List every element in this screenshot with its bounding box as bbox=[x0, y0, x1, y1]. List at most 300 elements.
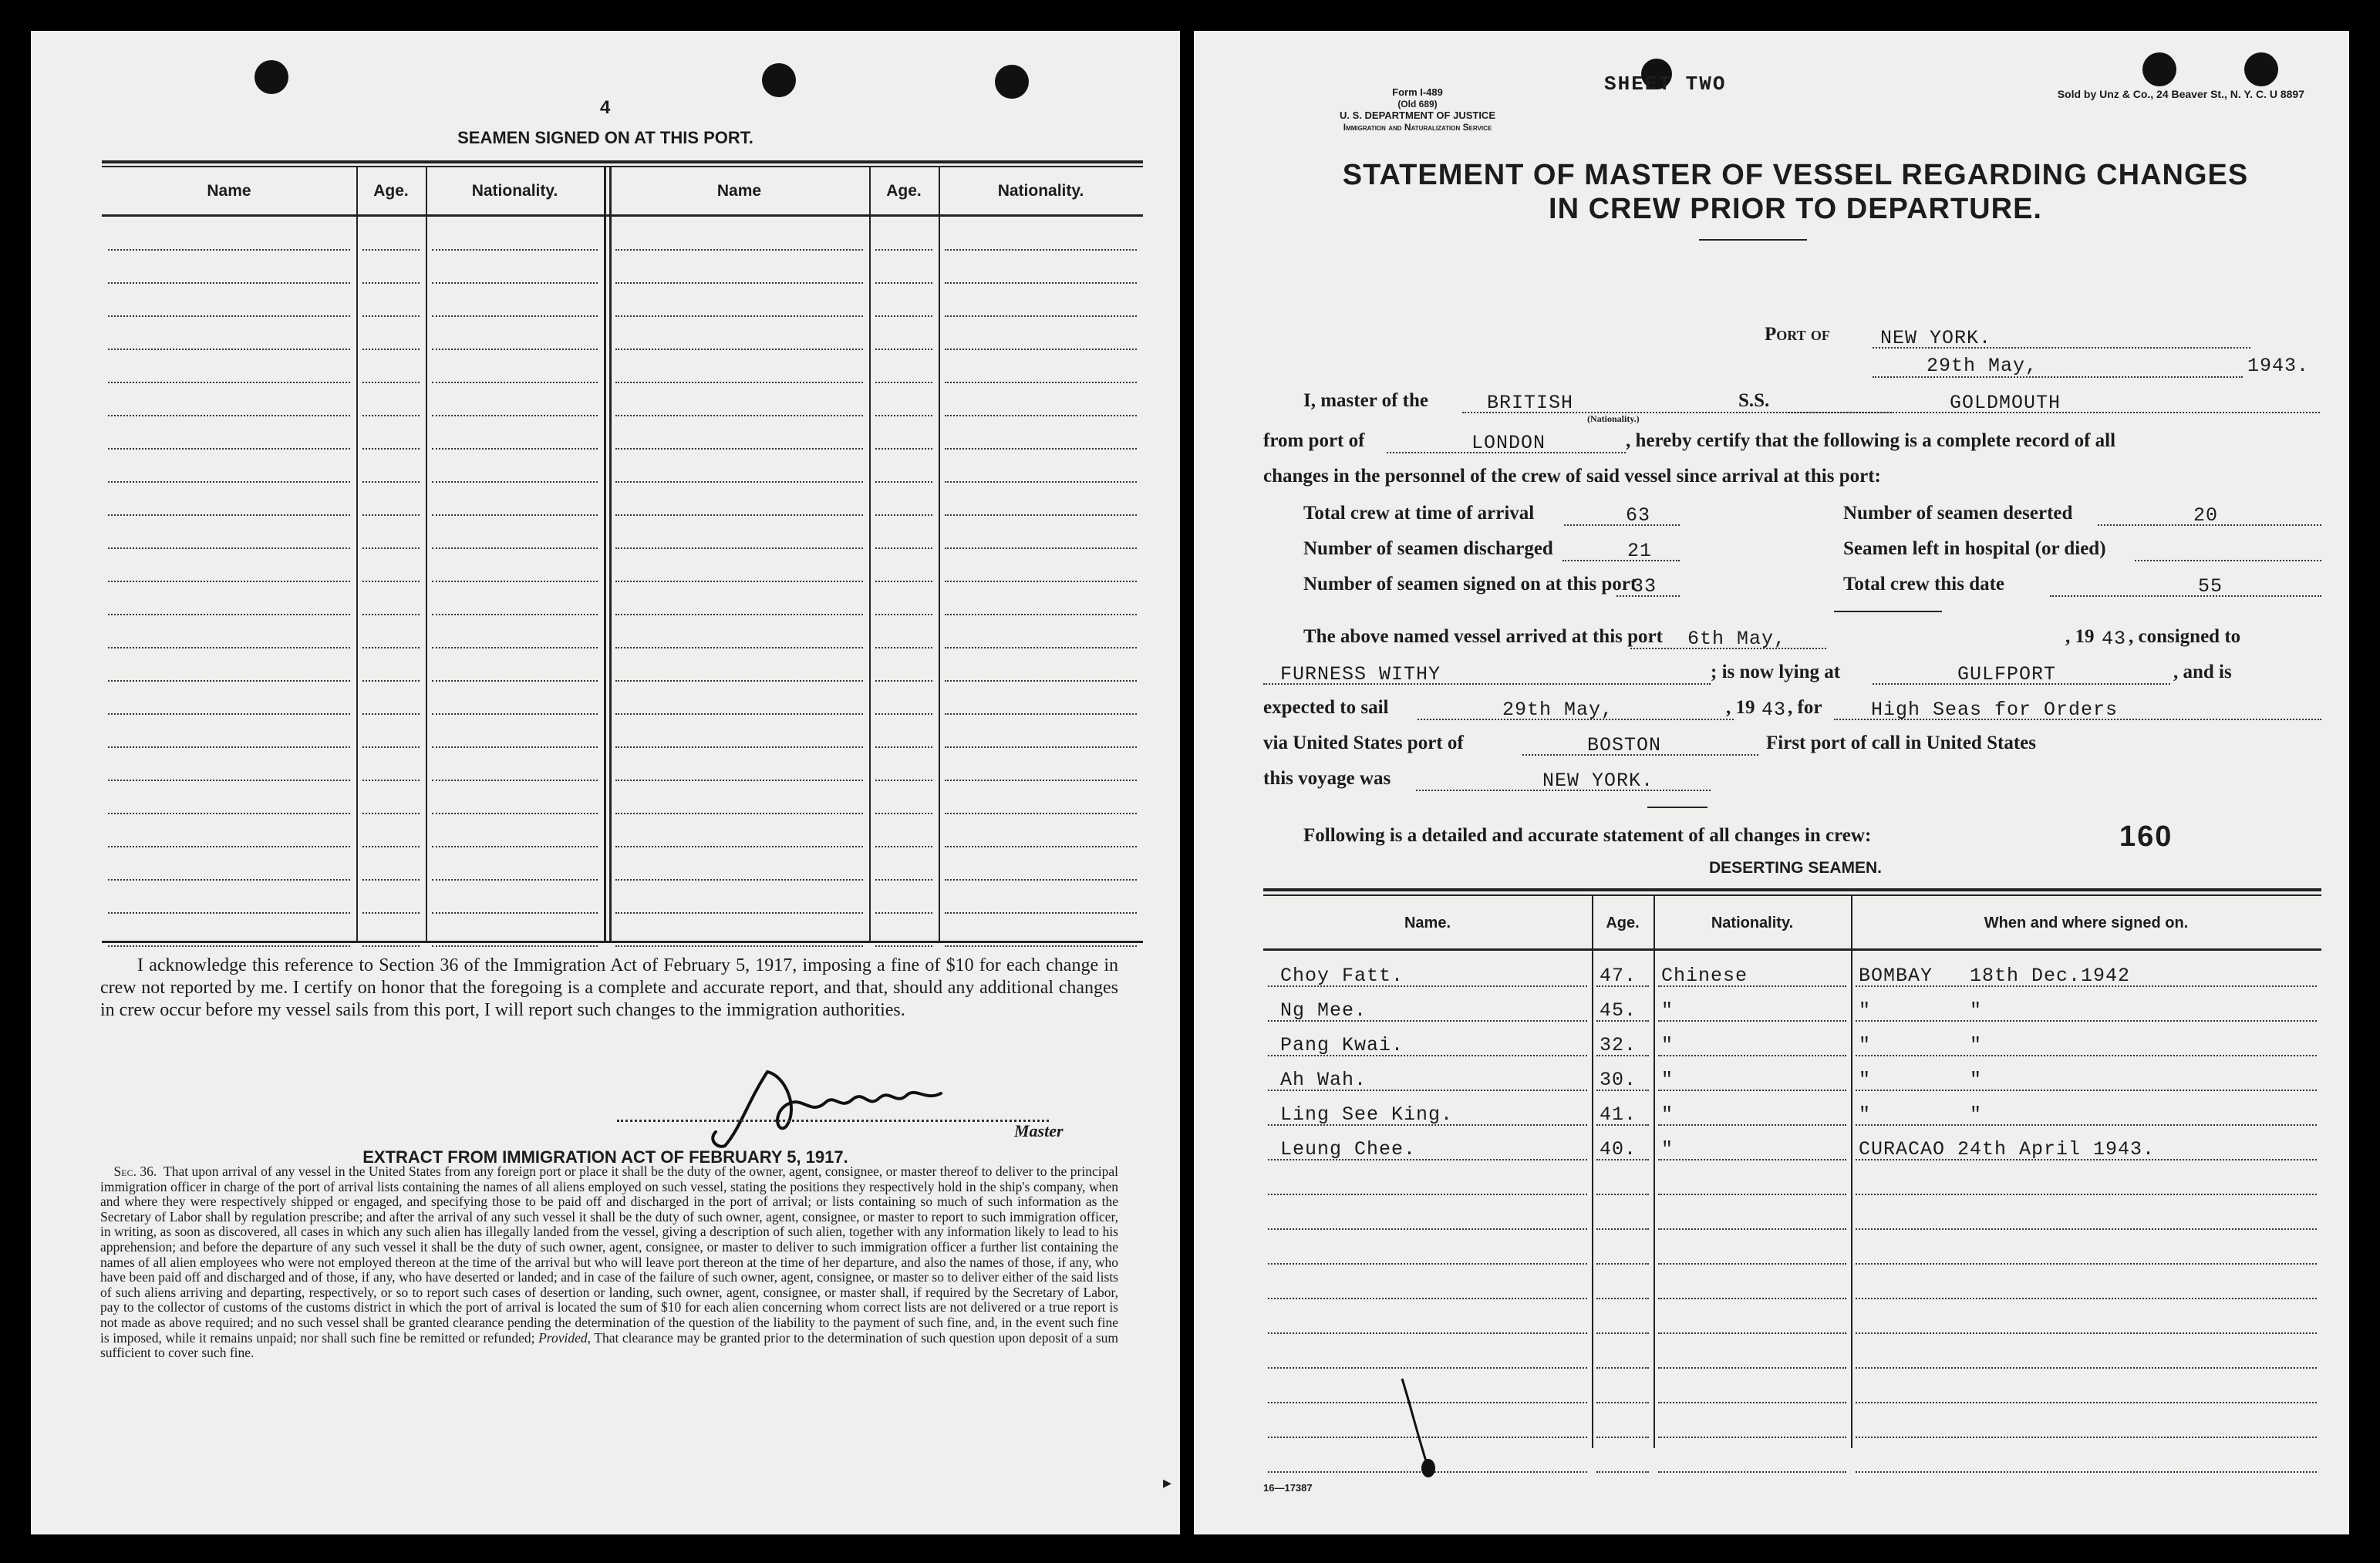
ruled-line bbox=[875, 945, 932, 947]
ruled-line bbox=[945, 315, 1137, 317]
ruled-line bbox=[1658, 1263, 1846, 1265]
column-divider bbox=[604, 166, 606, 941]
sail-year-value: 43 bbox=[1761, 699, 1787, 721]
ruled-line bbox=[615, 879, 863, 881]
ruled-line bbox=[362, 282, 420, 284]
deserted-value: 20 bbox=[2193, 504, 2219, 527]
ruled-line bbox=[615, 912, 863, 914]
ruled-line bbox=[108, 713, 350, 715]
ruled-line bbox=[108, 415, 350, 416]
ruled-line bbox=[1268, 1332, 1587, 1334]
changes-text: changes in the personnel of the crew of said vessel since arrival at this port: bbox=[1263, 466, 1881, 487]
ruled-line bbox=[945, 746, 1137, 748]
left-page bbox=[31, 31, 1180, 1534]
discharged-line bbox=[1563, 560, 1680, 561]
total-arrival-value: 63 bbox=[1626, 504, 1651, 527]
ruled-line bbox=[432, 945, 598, 947]
stamp-number: 160 bbox=[2119, 820, 2173, 853]
ruled-line bbox=[108, 746, 350, 748]
ruled-line bbox=[615, 448, 863, 450]
consignee-value: FURNESS WITHY bbox=[1280, 663, 1441, 685]
column-header-nationality: Nationality. bbox=[1711, 915, 1794, 931]
discharged-label: Number of seamen discharged bbox=[1303, 538, 1553, 559]
total-date-line bbox=[2050, 595, 2321, 597]
extract-title: EXTRACT FROM IMMIGRATION ACT OF FEBRUARY 5, 1917. bbox=[362, 1147, 848, 1167]
master-of-label: I, master of the bbox=[1303, 390, 1428, 411]
ruled-line bbox=[1596, 1263, 1649, 1265]
sec-body: That upon arrival of any vessel in the United States from any foreign port or place it shall be the duty of the owner, agent, consignee, or master thereof to deliver to the principal immigration officer in charge of the port of arrival lists containing the names of all aliens employed on such vessel, stating the positions they respectively hold in the ship's company, when and where they were respectively shipped or engaged, and specifying those to be paid off and discharged in the port of arrival; or lists containing so much of such information as the Secretary of Labor shall by regulation prescribe; and after the arrival of any such vessel it shall be the duty of such owner, agent, consignee, or master to report to such immigration officer, in writing, as soon as discovered, all cases in which any such alien has illegally landed from the vessel, giving a description of such alien, together with any information likely to lead to his apprehension; and before the departure of any such vessel it shall be the duty of such owner, agent, consignee, or master to deliver to such immigration officer a further list containing the names of all alien employees who were not employed thereon at the time of the arrival but who will leave port thereon at the time of her departure, and also the names of those, if any, who have been paid off and discharged and of those, if any, who have deserted or landed; and in case of the failure of such owner, agent, consignee, or master so to deliver either of the said lists of such aliens arriving and departing, respectively, or so to report such cases of desertion or landing, such owner, agent, consignee, or master shall, if required by the Secretary of Labor, pay to the collector of customs of the customs district in which the port of arrival is located the sum of $10 for each alien concerning whom correct lists are not delivered or a true report is not made as above required; and no such vessel shall be granted clearance pending the determination of the question of the liability to the payment of such fine, and, in the event such fine is imposed, while it remains unpaid; nor shall such fine be remitted or refunded; bbox=[100, 1164, 1118, 1346]
column-header-name: Name bbox=[207, 182, 251, 200]
column-header-name: Name. bbox=[1404, 915, 1451, 931]
ruled-line bbox=[1596, 1437, 1649, 1438]
column-divider bbox=[1654, 894, 1655, 1448]
ruled-line bbox=[1596, 1194, 1649, 1195]
ruled-line bbox=[615, 945, 863, 947]
sec-label: Sec. 36. bbox=[113, 1164, 157, 1179]
ruled-line bbox=[432, 879, 598, 881]
ruled-line bbox=[1658, 1020, 1846, 1022]
ruled-line bbox=[615, 647, 863, 648]
ruled-line bbox=[1658, 1437, 1846, 1438]
ruled-line bbox=[945, 945, 1137, 947]
column-header-signed-on: When and where signed on. bbox=[1984, 915, 2189, 931]
ruled-line bbox=[945, 249, 1137, 251]
first-call-value: NEW YORK. bbox=[1542, 770, 1654, 792]
ruled-line bbox=[615, 746, 863, 748]
consigned-label: , consigned to bbox=[2129, 626, 2241, 647]
ruled-line bbox=[615, 680, 863, 682]
ruled-line bbox=[362, 315, 420, 317]
ruled-line bbox=[432, 514, 598, 516]
ruled-line bbox=[1856, 1332, 2317, 1334]
arrived-date-value: 6th May, bbox=[1687, 628, 1787, 650]
ruled-line bbox=[108, 249, 350, 251]
table-top-rule bbox=[102, 160, 1143, 163]
page-number: 4 bbox=[600, 97, 611, 118]
ruled-line bbox=[615, 547, 863, 549]
for-label: , for bbox=[1788, 697, 1822, 718]
ruled-line bbox=[1658, 1332, 1846, 1334]
column-divider bbox=[356, 166, 358, 941]
ruled-line bbox=[1658, 1090, 1846, 1091]
ruled-line bbox=[108, 813, 350, 814]
ruled-line bbox=[1658, 1367, 1846, 1369]
ruled-line bbox=[362, 647, 420, 648]
sail-year-prefix: , 19 bbox=[1726, 697, 1755, 718]
ss-label: S.S. bbox=[1738, 390, 1770, 411]
deserter-nationality: " bbox=[1661, 1138, 1674, 1160]
ruled-line bbox=[615, 713, 863, 715]
ruled-line bbox=[615, 813, 863, 814]
arrived-year-prefix: , 19 bbox=[2065, 626, 2095, 647]
ruled-line bbox=[875, 349, 932, 350]
ruled-line bbox=[108, 945, 350, 947]
ruled-line bbox=[1596, 1332, 1649, 1334]
punch-hole bbox=[255, 60, 288, 94]
total-date-label: Total crew this date bbox=[1843, 574, 2005, 595]
deserter-signed: " " bbox=[1859, 1103, 1983, 1126]
voyage-rule bbox=[1647, 807, 1707, 808]
table-top-rule bbox=[102, 166, 1143, 167]
ruled-line bbox=[108, 912, 350, 914]
ruled-line bbox=[1596, 1228, 1649, 1230]
ruled-line bbox=[432, 780, 598, 781]
ink-mark bbox=[1394, 1373, 1441, 1480]
ruled-line bbox=[1658, 1159, 1846, 1160]
ruled-line bbox=[362, 713, 420, 715]
ruled-line bbox=[945, 282, 1137, 284]
ruled-line bbox=[615, 846, 863, 847]
acknowledgement-body: I acknowledge this reference to Section 36 of the Immigration Act of February 5, 1917, imposing a fine of $10 for each change in crew not reported by me. I certify on honor that the foregoing is a complete and accurate report, and that, should any additional changes in crew occur before my vessel sails from this port, I will report such changes to the immigration authorities. bbox=[100, 955, 1118, 1020]
total-arrival-line bbox=[1564, 524, 1680, 526]
ruled-line bbox=[875, 481, 932, 483]
deserter-age: 45. bbox=[1600, 999, 1637, 1022]
ruled-line bbox=[108, 879, 350, 881]
ruled-line bbox=[432, 249, 598, 251]
form-number: Form I-489 bbox=[1392, 86, 1443, 98]
ruled-line bbox=[432, 746, 598, 748]
ruled-line bbox=[362, 846, 420, 847]
ruled-line bbox=[432, 614, 598, 615]
ruled-line bbox=[1596, 1367, 1649, 1369]
ruled-line bbox=[362, 415, 420, 416]
ruled-line bbox=[875, 846, 932, 847]
via-label: via United States port of bbox=[1263, 733, 1464, 753]
ruled-line bbox=[875, 547, 932, 549]
ruled-line bbox=[615, 415, 863, 416]
ruled-line bbox=[108, 581, 350, 582]
deserter-name: Ah Wah. bbox=[1280, 1069, 1367, 1091]
deserter-nationality: Chinese bbox=[1661, 965, 1748, 987]
ruled-line bbox=[1268, 1194, 1587, 1195]
ship-value: GOLDMOUTH bbox=[1950, 392, 2061, 414]
ruled-line bbox=[108, 846, 350, 847]
form-old-number: (Old 689) bbox=[1397, 99, 1438, 109]
column-header-name: Name bbox=[716, 182, 762, 200]
section-36-text bbox=[100, 1164, 1118, 1361]
ruled-line bbox=[875, 614, 932, 615]
deserter-signed: " " bbox=[1859, 1034, 1983, 1056]
ruled-line bbox=[945, 382, 1137, 383]
ruled-line bbox=[362, 879, 420, 881]
certify-text: , hereby certify that the following is a complete record of all bbox=[1626, 430, 2116, 451]
voyage-label: this voyage was bbox=[1263, 768, 1391, 789]
expected-label: expected to sail bbox=[1263, 697, 1389, 718]
ruled-line bbox=[1856, 1298, 2317, 1299]
margin-mark: ▸ bbox=[1163, 1473, 1172, 1492]
discharged-value: 21 bbox=[1627, 540, 1653, 562]
ruled-line bbox=[1596, 1298, 1649, 1299]
table-top-rule bbox=[1263, 888, 2321, 891]
ruled-line bbox=[1856, 1263, 2317, 1265]
ruled-line bbox=[945, 647, 1137, 648]
ruled-line bbox=[875, 315, 932, 317]
destination-value: High Seas for Orders bbox=[1871, 699, 2119, 721]
ruled-line bbox=[945, 614, 1137, 615]
table-header-rule bbox=[1263, 948, 2321, 951]
deserter-signed: CURACAO 24th April 1943. bbox=[1859, 1138, 2156, 1160]
seller-imprint: Sold by Unz & Co., 24 Beaver St., N. Y. C. U 8897 bbox=[2057, 88, 2304, 100]
ruled-line bbox=[108, 282, 350, 284]
signature-line bbox=[617, 1120, 1049, 1122]
ruled-line bbox=[1268, 1367, 1587, 1369]
ruled-line bbox=[432, 581, 598, 582]
ruled-line bbox=[432, 912, 598, 914]
ruled-line bbox=[108, 780, 350, 781]
deserter-age: 32. bbox=[1600, 1034, 1637, 1056]
ruled-line bbox=[1268, 1228, 1587, 1230]
ruled-line bbox=[875, 448, 932, 450]
ruled-line bbox=[1856, 1367, 2317, 1369]
ruled-line bbox=[875, 680, 932, 682]
punch-hole bbox=[2244, 52, 2278, 86]
master-label: Master bbox=[1014, 1121, 1064, 1140]
column-divider bbox=[939, 166, 940, 941]
ruled-line bbox=[1658, 1055, 1846, 1056]
ruled-line bbox=[1658, 1471, 1846, 1473]
column-header-age: Age. bbox=[373, 182, 409, 200]
signed-on-value: 33 bbox=[1632, 575, 1657, 598]
column-divider bbox=[1592, 894, 1593, 1448]
ruled-line bbox=[432, 713, 598, 715]
ruled-line bbox=[875, 647, 932, 648]
deserter-nationality: " bbox=[1661, 999, 1674, 1022]
sheet-label: SHEET TWO bbox=[1604, 72, 1727, 96]
ruled-line bbox=[945, 680, 1137, 682]
ruled-line bbox=[945, 415, 1137, 416]
ruled-line bbox=[1268, 1298, 1587, 1299]
deserter-name: Pang Kwai. bbox=[1280, 1034, 1404, 1056]
master-signature bbox=[694, 1055, 1003, 1155]
deserter-age: 41. bbox=[1600, 1103, 1637, 1126]
ruled-line bbox=[1856, 1194, 2317, 1195]
ruled-line bbox=[875, 813, 932, 814]
column-divider bbox=[426, 166, 427, 941]
ruled-line bbox=[945, 780, 1137, 781]
ruled-line bbox=[945, 349, 1137, 350]
ruled-line bbox=[945, 547, 1137, 549]
ruled-line bbox=[1856, 1437, 2317, 1438]
ruled-line bbox=[945, 846, 1137, 847]
port-value: NEW YORK. bbox=[1880, 327, 1992, 349]
ruled-line bbox=[432, 349, 598, 350]
ruled-line bbox=[108, 614, 350, 615]
table-bottom-rule bbox=[102, 941, 1143, 943]
ruled-line bbox=[1658, 1194, 1846, 1195]
ruled-line bbox=[945, 481, 1137, 483]
ruled-line bbox=[615, 282, 863, 284]
title-rule bbox=[1699, 239, 1807, 241]
ruled-line bbox=[945, 514, 1137, 516]
ruled-line bbox=[432, 680, 598, 682]
ruled-line bbox=[945, 448, 1137, 450]
ruled-line bbox=[432, 481, 598, 483]
ruled-line bbox=[945, 581, 1137, 582]
ruled-line bbox=[108, 680, 350, 682]
ruled-line bbox=[1658, 1228, 1846, 1230]
ruled-line bbox=[108, 481, 350, 483]
deserting-title: DESERTING SEAMEN. bbox=[1708, 859, 1883, 877]
deserter-age: 40. bbox=[1600, 1138, 1637, 1160]
deserter-name: Leung Chee. bbox=[1280, 1138, 1417, 1160]
ruled-line bbox=[1856, 1228, 2317, 1230]
ruled-line bbox=[875, 912, 932, 914]
first-call-label: First port of call in United States bbox=[1766, 733, 2036, 753]
signed-on-label: Number of seamen signed on at this port bbox=[1303, 574, 1637, 595]
deserter-nationality: " bbox=[1661, 1103, 1674, 1126]
ruled-line bbox=[362, 680, 420, 682]
ruled-line bbox=[615, 614, 863, 615]
ruled-line bbox=[1596, 1471, 1649, 1473]
table-header-rule bbox=[102, 214, 1143, 217]
ruled-line bbox=[108, 315, 350, 317]
deserter-signed: " " bbox=[1859, 1069, 1983, 1091]
port-label: Port of bbox=[1765, 324, 1830, 345]
deserter-signed: " " bbox=[1859, 999, 1983, 1022]
punch-hole bbox=[2142, 52, 2176, 86]
ruled-line bbox=[1658, 1402, 1846, 1403]
column-header-nationality: Nationality. bbox=[471, 182, 558, 200]
and-is-label: , and is bbox=[2173, 662, 2232, 682]
ruled-line bbox=[362, 249, 420, 251]
ruled-line bbox=[432, 415, 598, 416]
nationality-caption: (Nationality.) bbox=[1587, 413, 1640, 424]
ruled-line bbox=[875, 282, 932, 284]
ruled-line bbox=[875, 713, 932, 715]
punch-hole bbox=[995, 65, 1029, 99]
hospital-label: Seamen left in hospital (or died) bbox=[1843, 538, 2106, 559]
deserted-label: Number of seamen deserted bbox=[1843, 503, 2073, 524]
ruled-line bbox=[432, 547, 598, 549]
column-header-nationality: Nationality. bbox=[997, 182, 1084, 200]
from-port-label: from port of bbox=[1263, 430, 1365, 451]
arrived-label: The above named vessel arrived at this port bbox=[1303, 626, 1663, 647]
deserter-age: 47. bbox=[1600, 965, 1637, 987]
ruled-line bbox=[362, 349, 420, 350]
nationality-value: BRITISH bbox=[1487, 392, 1574, 414]
ruled-line bbox=[875, 415, 932, 416]
ruled-line bbox=[615, 349, 863, 350]
ruled-line bbox=[432, 846, 598, 847]
ruled-line bbox=[362, 945, 420, 947]
ruled-line bbox=[108, 547, 350, 549]
ruled-line bbox=[875, 514, 932, 516]
ruled-line bbox=[108, 382, 350, 383]
ruled-line bbox=[432, 813, 598, 814]
ruled-line bbox=[362, 813, 420, 814]
ruled-line bbox=[362, 614, 420, 615]
column-header-age: Age. bbox=[1606, 915, 1640, 931]
deserter-nationality: " bbox=[1661, 1069, 1674, 1091]
ruled-line bbox=[362, 581, 420, 582]
ruled-line bbox=[432, 282, 598, 284]
ruled-line bbox=[875, 780, 932, 781]
deserter-nationality: " bbox=[1661, 1034, 1674, 1056]
total-arrival-label: Total crew at time of arrival bbox=[1303, 503, 1535, 524]
deserter-signed: BOMBAY 18th Dec.1942 bbox=[1859, 965, 2131, 987]
form-title-line1: STATEMENT OF MASTER OF VESSEL REGARDING CHANGES bbox=[1342, 159, 2249, 191]
ruled-line bbox=[615, 780, 863, 781]
ruled-line bbox=[945, 713, 1137, 715]
footer-code: 16—17387 bbox=[1263, 1482, 1313, 1494]
deserter-name: Choy Fatt. bbox=[1280, 965, 1404, 987]
ruled-line bbox=[1856, 1402, 2317, 1403]
ruled-line bbox=[432, 647, 598, 648]
deserter-age: 30. bbox=[1600, 1069, 1637, 1091]
ruled-line bbox=[362, 547, 420, 549]
year-value: 1943. bbox=[2247, 355, 2310, 377]
ruled-line bbox=[362, 746, 420, 748]
acknowledgement-text bbox=[100, 955, 1118, 1022]
via-value: BOSTON bbox=[1587, 734, 1662, 756]
form-title-line2: IN CREW PRIOR TO DEPARTURE. bbox=[1549, 193, 2042, 225]
ruled-line bbox=[615, 481, 863, 483]
ruled-line bbox=[615, 581, 863, 582]
ruled-line bbox=[1856, 1471, 2317, 1473]
ruled-line bbox=[615, 514, 863, 516]
date-value: 29th May, bbox=[1927, 355, 2038, 377]
stats-rule bbox=[1834, 611, 1942, 612]
provided-body: That clearance may be granted prior to the determination of such question upon deposit of a sum sufficient to cover such fine. bbox=[100, 1329, 1118, 1361]
table-top-rule bbox=[1263, 894, 2321, 896]
ruled-line bbox=[945, 813, 1137, 814]
column-divider bbox=[1851, 894, 1852, 1448]
ruled-line bbox=[432, 315, 598, 317]
ruled-line bbox=[615, 249, 863, 251]
provided-label: Provided, bbox=[538, 1329, 591, 1346]
ruled-line bbox=[875, 382, 932, 383]
department: U. S. DEPARTMENT OF JUSTICE bbox=[1340, 109, 1495, 121]
column-divider bbox=[609, 166, 612, 941]
ruled-line bbox=[1268, 1263, 1587, 1265]
signed-on-title: SEAMEN SIGNED ON AT THIS PORT. bbox=[457, 128, 753, 147]
ruled-line bbox=[362, 780, 420, 781]
lying-label: ; is now lying at bbox=[1711, 662, 1841, 682]
ruled-line bbox=[945, 879, 1137, 881]
ruled-line bbox=[108, 514, 350, 516]
ruled-line bbox=[108, 647, 350, 648]
deserter-name: Ling See King. bbox=[1280, 1103, 1454, 1126]
from-port-value: LONDON bbox=[1471, 432, 1546, 454]
deserter-name: Ng Mee. bbox=[1280, 999, 1367, 1022]
ruled-line bbox=[875, 879, 932, 881]
right-page bbox=[1194, 31, 2349, 1534]
column-divider bbox=[869, 166, 871, 941]
ruled-line bbox=[362, 912, 420, 914]
ruled-line bbox=[875, 581, 932, 582]
ruled-line bbox=[362, 481, 420, 483]
ruled-line bbox=[945, 912, 1137, 914]
ruled-line bbox=[615, 315, 863, 317]
ruled-line bbox=[1596, 1402, 1649, 1403]
ruled-line bbox=[362, 514, 420, 516]
total-date-value: 55 bbox=[2198, 575, 2223, 598]
ruled-line bbox=[108, 448, 350, 450]
ruled-line bbox=[432, 448, 598, 450]
sail-date-value: 29th May, bbox=[1502, 699, 1614, 721]
ruled-line bbox=[432, 382, 598, 383]
ruled-line bbox=[875, 249, 932, 251]
punch-hole bbox=[762, 63, 796, 97]
column-header-age: Age. bbox=[886, 182, 922, 200]
ruled-line bbox=[1658, 1124, 1846, 1126]
hospital-line bbox=[2135, 560, 2321, 561]
ruled-line bbox=[615, 382, 863, 383]
arrived-year-value: 43 bbox=[2102, 628, 2127, 650]
ruled-line bbox=[108, 349, 350, 350]
ruled-line bbox=[362, 382, 420, 383]
ruled-line bbox=[1658, 1298, 1846, 1299]
